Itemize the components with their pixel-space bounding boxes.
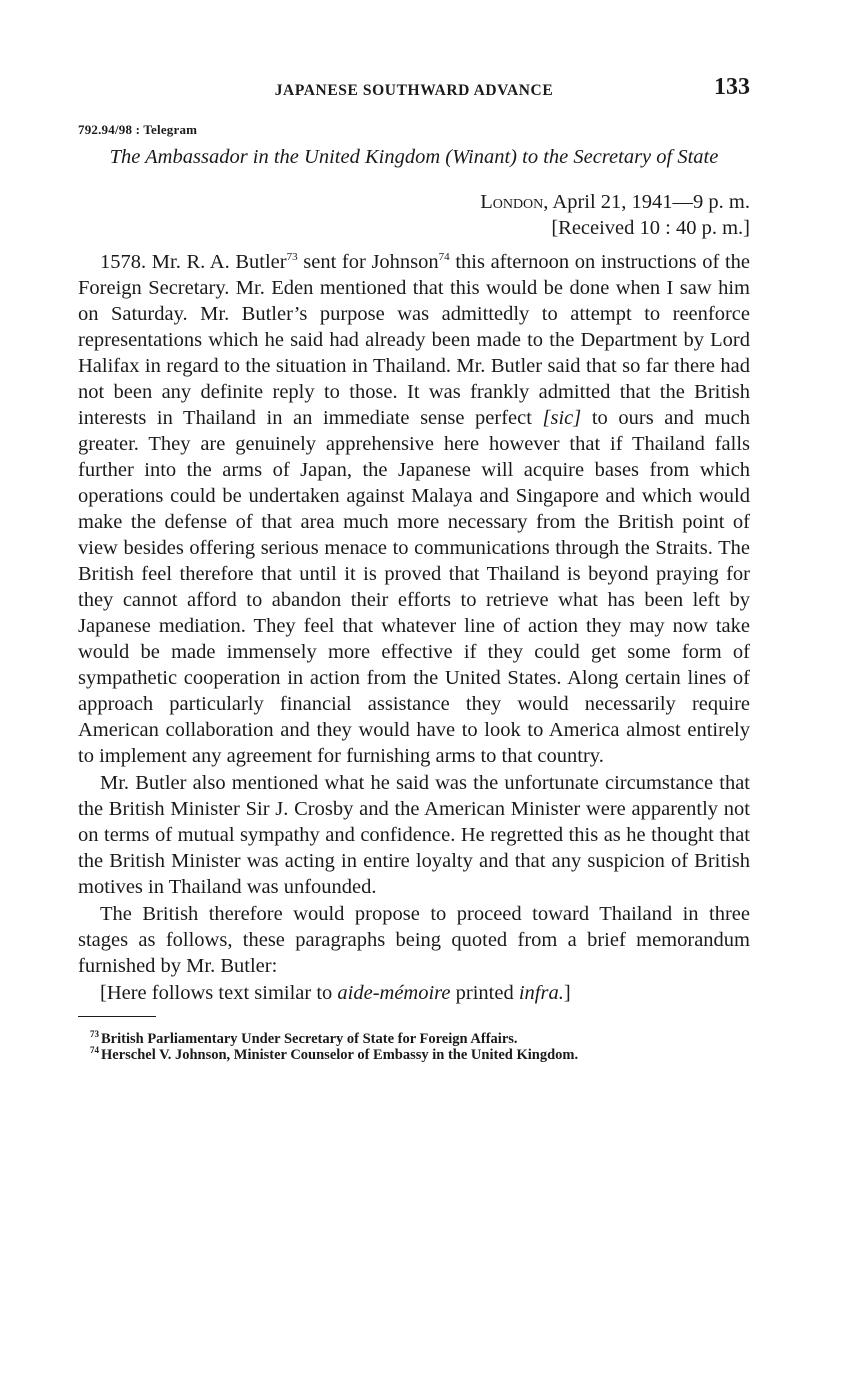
running-head bbox=[78, 72, 750, 110]
footnotes bbox=[78, 1031, 750, 1063]
paragraph-1-part-d: to ours and much greater. They are genuinely apprehensive here however that if Thailand falls further into the arms of Japan, the Japanese will acquire bases from which operations could be undertaken against Malaya and Singapore and which would make the defense of that area much more necessary from the British point of view besides offering serious menace to communications through the Straits. The British feel therefore that until it is proved that Thailand is beyond praying for they cannot afford to abandon their efforts to retrieve what has been left by Japanese mediation. They feel that whatever line of action they may now take would be made immensely more effective if they could get some form of sympathetic cooperation in action from the United States. Along certain lines of approach particularly financial assistance they would necessarily require American collaboration and they would have to look to America almost entirely to implement any agreement for furnishing arms to that country. bbox=[78, 407, 750, 767]
editorial-note-part-c: printed bbox=[450, 982, 519, 1004]
footnote-ref-73: 73 bbox=[286, 251, 298, 264]
document-title: The Ambassador in the United Kingdom (Winant) to the Secretary of State bbox=[109, 146, 719, 168]
footnote-73 bbox=[78, 1031, 750, 1047]
telegram-body bbox=[78, 249, 750, 1006]
paragraph-3: The British therefore would propose to proceed toward Thailand in three stages as follows, these paragraphs being quoted from a brief memorandum furnished by Mr. Butler: bbox=[78, 903, 750, 977]
paragraph-2: Mr. Butler also mentioned what he said was the unfortunate circumstance that the British Minister Sir J. Crosby and the American Minister were apparently not on terms of mutual sympathy and confidence. He regretted this as he thought that the British Minister was acting in entire loyalty and that any suspicion of British motives in Thailand was unfounded. bbox=[78, 772, 750, 898]
received-time: [Received 10 : 40 p. m.] bbox=[551, 217, 750, 239]
paragraph-1 bbox=[78, 249, 750, 769]
editorial-note bbox=[78, 980, 750, 1006]
paragraph-1-part-a: 1578. Mr. R. A. Butler bbox=[100, 251, 287, 273]
editorial-note-infra: infra. bbox=[518, 982, 564, 1004]
file-reference: 792.94/98 : Telegram bbox=[78, 122, 198, 137]
running-title: JAPANESE SOUTHWARD ADVANCE bbox=[274, 82, 554, 99]
paragraph-1-part-b: sent for Johnson bbox=[297, 251, 439, 273]
editorial-note-aide-memoire: aide-mémoire bbox=[337, 982, 451, 1004]
editorial-note-part-e: ] bbox=[563, 982, 571, 1004]
footnote-ref-74: 74 bbox=[438, 251, 450, 264]
footnote-marker: 74 bbox=[90, 1045, 99, 1056]
document-page bbox=[78, 72, 750, 1063]
paragraph-1-part-c: this afternoon on instructions of the Foreign Secretary. Mr. Eden mentioned that this would be done when I saw him on Saturday. Mr. Butler’s purpose was admittedly to attempt to reenforce representations which he said had already been made to the Department by Lord Halifax in regard to the situation in Thailand. Mr. Butler said that so far there had not been any definite reply to those. It was frankly admitted that the British interests in Thailand in an immediate sense perfect bbox=[78, 251, 750, 429]
footnote-marker: 73 bbox=[90, 1029, 99, 1040]
footnote-text: British Parliamentary Under Secretary of State for Foreign Affairs. bbox=[101, 1031, 518, 1047]
sic-note: [sic] bbox=[542, 407, 582, 429]
dateline-date: , April 21, 1941—9 p. m. bbox=[543, 191, 750, 213]
page-number: 133 bbox=[714, 74, 750, 100]
dateline-place: London bbox=[480, 191, 544, 213]
footnote-74 bbox=[78, 1047, 750, 1063]
footnote-text: Herschel V. Johnson, Minister Counselor of Embassy in the United Kingdom. bbox=[101, 1047, 579, 1063]
editorial-note-part-a: [Here follows text similar to bbox=[100, 982, 338, 1004]
footnote-divider bbox=[78, 1016, 156, 1017]
dateline bbox=[78, 189, 750, 215]
